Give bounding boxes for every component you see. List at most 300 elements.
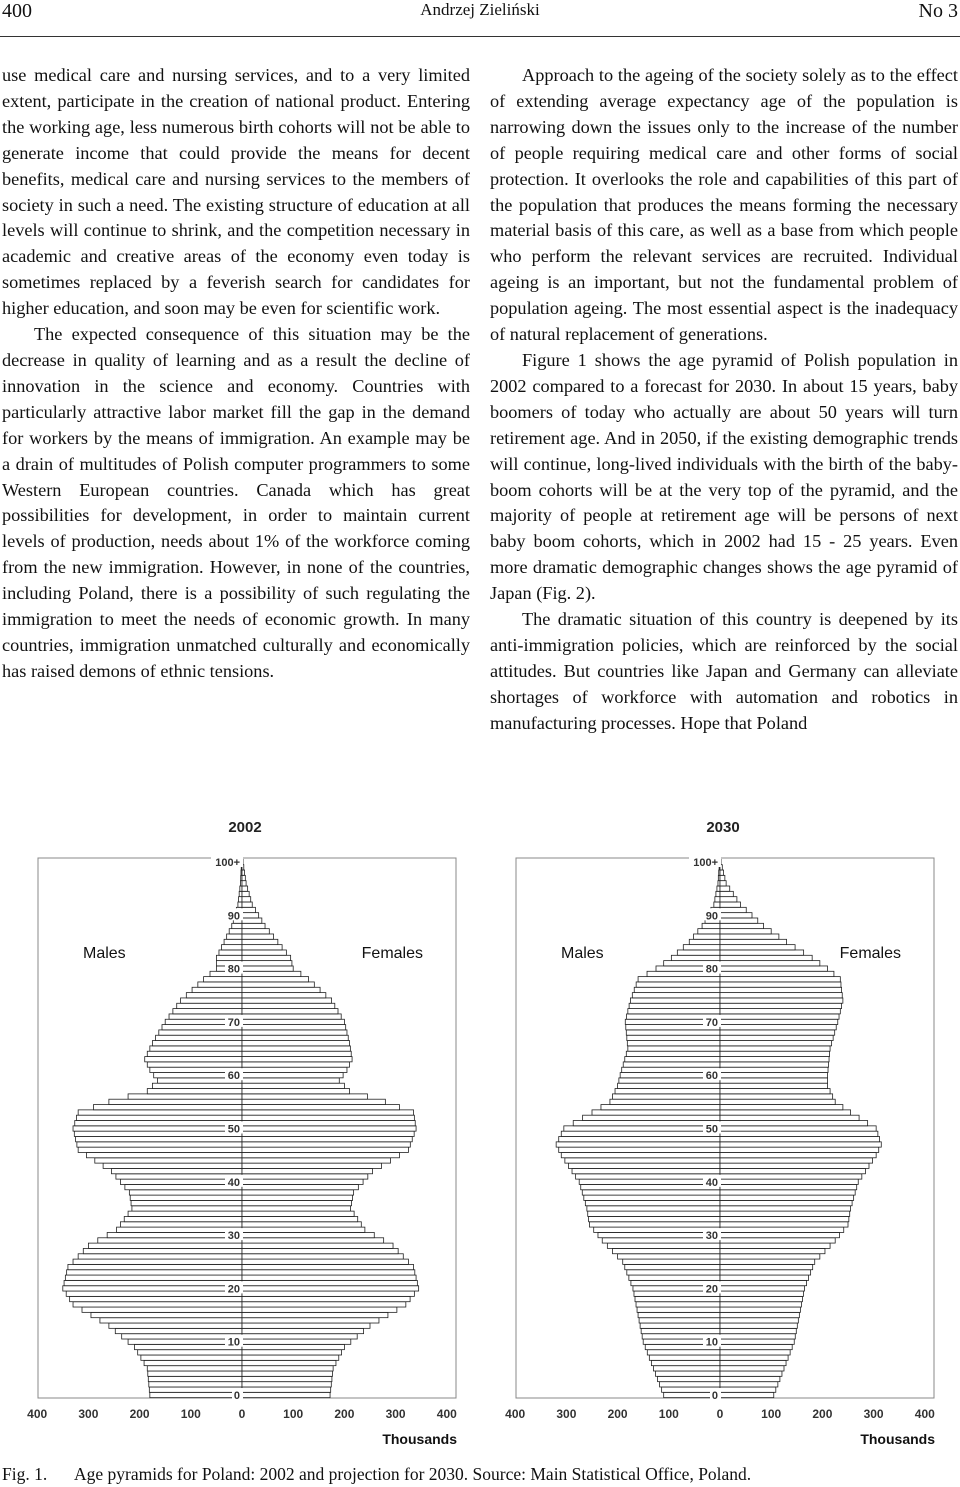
female-bar (720, 1264, 813, 1269)
female-bar (720, 1216, 849, 1221)
male-bar (564, 1126, 720, 1131)
male-bar (224, 939, 242, 944)
male-bar (65, 1275, 242, 1280)
female-bar (720, 1286, 804, 1291)
female-bar (720, 1387, 776, 1392)
male-bar (655, 1371, 720, 1376)
female-bar (720, 1115, 859, 1120)
male-bar (147, 1062, 242, 1067)
age-tick-label: 70 (227, 1016, 240, 1029)
male-bar (173, 1009, 242, 1014)
female-bar (242, 1046, 350, 1051)
female-bar (242, 1307, 397, 1312)
male-bar (63, 1286, 242, 1291)
x-axis (27, 1407, 457, 1421)
male-bar (641, 1328, 720, 1333)
male-bar (618, 1254, 720, 1259)
female-bar (242, 1105, 399, 1110)
female-bar (720, 998, 843, 1003)
female-bar (720, 1366, 784, 1371)
female-bar (242, 1115, 414, 1120)
x-tick-label: 200 (334, 1407, 355, 1421)
female-bar (242, 1014, 341, 1019)
male-bar (186, 993, 242, 998)
x-tick-label: 200 (129, 1407, 150, 1421)
female-bar (720, 982, 841, 987)
female-bar (242, 1366, 333, 1371)
female-bar (242, 1328, 364, 1333)
male-bar (625, 1264, 720, 1269)
running-head-author: Andrzej Zieliński (420, 0, 540, 19)
female-bar (242, 1158, 390, 1163)
female-bar (242, 1195, 353, 1200)
left-text-column (2, 63, 470, 685)
female-bar (242, 1296, 410, 1301)
age-tick-label: 100+ (215, 857, 240, 869)
female-bar (242, 950, 286, 955)
male-bar (694, 934, 720, 939)
paragraph: Approach to the ageing of the society solely as to the effect of extending average expectancy age of the population is narrowing down the issues only to the increase of the number of people requiring medical care and other forms of social protection. It overlooks the role and capabilities of this part of the population that produces the means forming the necessary material basis of this care, as well as a base from which people who perform the relevant services are recruited. Individual ageing is an important, but not the fundamental problem of population ageing. The most essential aspect is the inadequacy of natural replacement of generations. (490, 65, 958, 345)
male-bar (671, 955, 720, 960)
female-bar (720, 1344, 792, 1349)
male-bar (638, 977, 720, 982)
female-bar (242, 1360, 336, 1365)
male-bar (130, 1195, 242, 1200)
female-bar (242, 1243, 393, 1248)
female-bar (720, 993, 842, 998)
male-bar (88, 1243, 242, 1248)
female-bar (242, 1089, 350, 1094)
male-bar (556, 1142, 720, 1147)
figure-caption (2, 1464, 751, 1485)
x-axis-label: Thousands (382, 1431, 457, 1447)
male-bar (116, 1174, 242, 1179)
age-tick-label: 90 (227, 910, 240, 923)
female-bar (720, 881, 726, 886)
male-bar (78, 1110, 242, 1115)
female-bar (720, 1206, 851, 1211)
x-tick-label: 100 (283, 1407, 304, 1421)
female-bar (720, 1232, 839, 1237)
female-bar (242, 1312, 388, 1317)
age-tick-label: 50 (227, 1123, 240, 1136)
male-bar (181, 998, 242, 1003)
age-tick-label: 30 (705, 1230, 718, 1243)
x-tick-label: 200 (607, 1407, 628, 1421)
female-bar (720, 1350, 790, 1355)
male-bar (82, 1307, 242, 1312)
male-bar (628, 1009, 720, 1014)
male-bar (626, 1051, 720, 1056)
male-bar (627, 1041, 720, 1046)
female-bar (720, 1131, 878, 1136)
chart-title: 2002 (228, 819, 262, 836)
male-bar (147, 1089, 242, 1094)
female-bar (720, 1243, 830, 1248)
female-bar (720, 1302, 801, 1307)
female-bar (720, 1307, 800, 1312)
female-bar (720, 913, 752, 918)
female-bar (242, 1179, 363, 1184)
female-bar (242, 982, 314, 987)
male-bar (683, 945, 720, 950)
males-label: Males (561, 945, 604, 962)
male-bar (623, 1062, 720, 1067)
female-bar (720, 1105, 843, 1110)
male-bar (698, 929, 720, 934)
female-bar (720, 1328, 796, 1333)
age-tick-label: 80 (227, 963, 240, 976)
female-bar (242, 1153, 399, 1158)
female-bar (242, 1387, 331, 1392)
x-tick-label: 400 (436, 1407, 457, 1421)
male-bar (145, 1057, 242, 1062)
female-bar (720, 1062, 829, 1067)
figure-caption-text: Age pyramids for Poland: 2002 and projection for 2030. Source: Main Statistical Office, Poland. (74, 1464, 752, 1484)
female-bar (242, 1121, 415, 1126)
male-bar (66, 1291, 242, 1296)
age-pyramid-2002 (0, 810, 480, 1460)
male-bar (192, 987, 242, 992)
male-bar (623, 1259, 720, 1264)
female-bar (242, 1110, 414, 1115)
male-bar (73, 1126, 242, 1131)
female-bar (242, 881, 246, 886)
male-bar (588, 1211, 720, 1216)
male-bar (626, 1030, 720, 1035)
male-bar (579, 1179, 720, 1184)
age-tick-label: 40 (705, 1176, 718, 1189)
male-bar (607, 1243, 720, 1248)
x-tick-label: 300 (78, 1407, 99, 1421)
female-bar (720, 1270, 811, 1275)
female-bar (242, 1019, 344, 1024)
male-bar (559, 1137, 720, 1142)
female-bar (720, 1025, 836, 1030)
male-bar (239, 891, 242, 896)
female-bar (720, 1248, 825, 1253)
male-bar (598, 1232, 720, 1237)
female-bar (720, 939, 787, 944)
female-bar (720, 1126, 876, 1131)
female-bar (720, 891, 733, 896)
paragraph: Figure 1 shows the age pyramid of Polish population in 2002 compared to a forecast for 2030. In about 15 years, baby boomers of today who actually are about 50 years will turn retirement age. And in 2050, if the existing demographic trends will continue, long-lived individuals with the birth of the baby-boom cohorts will be at the very top of the pyramid, and the majority of people at retirement age will be persons of next baby boom cohorts, which in 2002 had 15 - 25 years. Even more dramatic demographic changes shows the age pyramid of Japan (Fig. 2). (490, 349, 958, 604)
male-bar (68, 1264, 242, 1269)
female-bar (720, 1280, 807, 1285)
female-bar (242, 1174, 368, 1179)
female-bar (242, 1238, 384, 1243)
male-bar (635, 1296, 720, 1301)
female-bar (720, 1334, 795, 1339)
female-bar (720, 1009, 840, 1014)
female-bar (720, 1291, 803, 1296)
female-bar (720, 1211, 850, 1216)
male-bar (714, 902, 720, 907)
female-bar (242, 1200, 352, 1205)
chart-title: 2030 (706, 819, 740, 836)
male-bar (628, 1046, 720, 1051)
male-bar (129, 1190, 242, 1195)
female-bar (720, 1089, 830, 1094)
male-bar (589, 1222, 720, 1227)
male-bar (660, 1382, 720, 1387)
age-tick-label: 90 (705, 910, 718, 923)
male-bar (649, 1355, 720, 1360)
male-bar (94, 1105, 242, 1110)
male-bar (715, 897, 720, 902)
female-bar (242, 987, 320, 992)
age-tick-label: 30 (227, 1230, 240, 1243)
male-bar (147, 1366, 242, 1371)
female-bar (720, 1254, 820, 1259)
male-bar (100, 1318, 242, 1323)
female-bar (242, 1131, 414, 1136)
male-bar (156, 1035, 242, 1040)
female-bar (720, 886, 730, 891)
female-bar (242, 897, 251, 902)
male-bar (124, 1216, 242, 1221)
x-axis (505, 1407, 935, 1421)
female-bar (242, 891, 249, 896)
x-tick-label: 0 (238, 1407, 246, 1421)
female-bar (242, 1169, 373, 1174)
female-bar (242, 1302, 406, 1307)
x-tick-label: 100 (658, 1407, 679, 1421)
female-bar (242, 1126, 416, 1131)
male-bar (132, 1206, 242, 1211)
females-label: Females (361, 945, 423, 962)
female-bar (242, 1094, 367, 1099)
female-bar (242, 1035, 348, 1040)
male-bar (677, 950, 720, 955)
issue-number: No 3 (918, 0, 958, 22)
female-bar (720, 1073, 828, 1078)
female-bar (242, 1009, 338, 1014)
male-bar (639, 1318, 720, 1323)
female-bar (242, 1147, 408, 1152)
female-bar (720, 1190, 855, 1195)
male-bar (653, 1366, 720, 1371)
female-bar (242, 1382, 331, 1387)
female-bar (720, 961, 820, 966)
female-bar (242, 939, 278, 944)
right-text-column (490, 63, 958, 737)
male-bar (115, 1328, 242, 1333)
female-bar (242, 902, 252, 907)
figure-label: Fig. 1. (2, 1464, 48, 1484)
female-bar (242, 1259, 408, 1264)
female-bar (242, 1323, 370, 1328)
female-bar (720, 1110, 851, 1115)
female-bar (242, 1099, 385, 1104)
male-bar (587, 1206, 720, 1211)
female-bar (242, 1137, 412, 1142)
female-bar (720, 1195, 854, 1200)
female-bar (720, 1030, 835, 1035)
male-bar (561, 1153, 720, 1158)
male-bar (592, 1110, 720, 1115)
female-bar (720, 1200, 852, 1205)
male-bar (120, 1179, 242, 1184)
paragraph: use medical care and nursing services, and to a very limited extent, participate in the creation of national product. Entering the working age, less numerous birth cohorts will not be able to generate income that could provide the means for decent benefits, medical care and nursing services to the members of society in such a need. The existing structure of education at all levels will continue to shrink, and the competition necessary in academic and creative areas of the economy even today is sometimes replaced by a feverish search for candidates for higher education, and soon may be even for scientific work. (2, 65, 470, 319)
female-bar (720, 1057, 829, 1062)
female-bar (720, 1046, 830, 1051)
female-bar (720, 971, 834, 976)
female-bar (242, 971, 301, 976)
female-bar (720, 1259, 815, 1264)
male-bar (91, 1312, 242, 1317)
female-bar (242, 1078, 339, 1083)
female-bar (242, 1163, 382, 1168)
male-bar (73, 1302, 242, 1307)
male-bar (149, 1382, 242, 1387)
age-tick-label: 60 (227, 1070, 240, 1083)
male-bar (561, 1131, 720, 1136)
female-bar (720, 1296, 802, 1301)
female-bar (720, 987, 842, 992)
male-bar (198, 982, 242, 987)
male-bar (76, 1115, 242, 1120)
male-bar (148, 1371, 242, 1376)
age-tick-label: 20 (705, 1283, 718, 1296)
male-bar (637, 1307, 720, 1312)
female-bar (242, 918, 262, 923)
female-bar (242, 1254, 403, 1259)
x-tick-label: 100 (180, 1407, 201, 1421)
male-bar (128, 1339, 242, 1344)
male-bar (627, 1270, 720, 1275)
female-bar (242, 1275, 416, 1280)
male-bar (150, 1046, 242, 1051)
female-bar (720, 1169, 865, 1174)
female-bar (242, 1190, 354, 1195)
x-tick-label: 100 (761, 1407, 782, 1421)
male-bar (717, 886, 720, 891)
page-number: 400 (2, 0, 32, 22)
male-bar (78, 1254, 242, 1259)
male-bar (576, 1174, 720, 1179)
female-bar (242, 1073, 343, 1078)
female-bar (720, 1078, 828, 1083)
male-bar (589, 1216, 720, 1221)
female-bar (720, 1392, 774, 1397)
age-tick-label: 70 (705, 1016, 718, 1029)
female-bar (242, 1025, 346, 1030)
male-bar (78, 1147, 242, 1152)
female-bar (720, 1083, 828, 1088)
female-bar (720, 1035, 833, 1040)
male-bar (131, 1200, 242, 1205)
male-bar (107, 1232, 242, 1237)
female-bar (242, 1184, 358, 1189)
male-bar (159, 1030, 242, 1035)
figure-age-pyramids (0, 810, 960, 1460)
male-bar (103, 1163, 242, 1168)
male-bar (152, 1041, 242, 1046)
male-bar (128, 1211, 242, 1216)
female-bar (720, 934, 779, 939)
female-bar (242, 1211, 354, 1216)
male-bar (238, 902, 242, 907)
x-axis-label: Thousands (860, 1431, 935, 1447)
female-bar (242, 1216, 358, 1221)
male-bar (147, 1051, 242, 1056)
male-bar (629, 1003, 720, 1008)
x-tick-label: 400 (505, 1407, 526, 1421)
female-bar (720, 1014, 839, 1019)
female-bar (720, 1371, 782, 1376)
male-bar (219, 950, 242, 955)
female-bar (242, 1264, 414, 1269)
x-tick-label: 400 (27, 1407, 48, 1421)
male-bar (83, 1248, 242, 1253)
male-bar (232, 923, 242, 928)
male-bar (216, 955, 242, 960)
female-bar (720, 977, 840, 982)
male-bar (612, 1248, 720, 1253)
female-bar (242, 1371, 333, 1376)
male-bar (585, 1200, 720, 1205)
male-bar (120, 1222, 242, 1227)
female-bar (720, 1067, 828, 1072)
female-bar (720, 945, 795, 950)
male-bar (632, 993, 720, 998)
male-bar (636, 982, 720, 987)
male-bar (565, 1158, 720, 1163)
female-bar (720, 929, 771, 934)
male-bar (640, 1323, 720, 1328)
female-bar (242, 1344, 344, 1349)
female-bar (720, 1003, 842, 1008)
male-bar (602, 1238, 720, 1243)
female-bar (720, 1142, 881, 1147)
female-bar (242, 993, 326, 998)
female-bar (242, 1057, 352, 1062)
female-bar (720, 897, 737, 902)
female-bar (720, 1275, 809, 1280)
female-bar (242, 1227, 365, 1232)
male-bar (64, 1280, 242, 1285)
age-tick-label: 50 (705, 1123, 718, 1136)
female-bar (720, 1339, 794, 1344)
female-bar (720, 902, 740, 907)
female-bar (242, 1376, 332, 1381)
male-bar (109, 1099, 242, 1104)
female-bar (242, 907, 255, 912)
female-bar (720, 1174, 862, 1179)
female-bar (720, 1184, 857, 1189)
male-bar (615, 1089, 720, 1094)
age-tick-label: 10 (705, 1336, 718, 1349)
male-bar (610, 1099, 720, 1104)
female-bar (720, 923, 764, 928)
male-bar (229, 929, 242, 934)
female-bar (242, 1232, 374, 1237)
age-tick-label: 40 (227, 1176, 240, 1189)
female-bar (242, 1248, 398, 1253)
male-bar (638, 1312, 720, 1317)
male-bar (76, 1137, 242, 1142)
male-bar (125, 1184, 242, 1189)
female-bar (720, 1312, 799, 1317)
female-bar (720, 1153, 876, 1158)
x-tick-label: 300 (863, 1407, 884, 1421)
female-bar (242, 870, 245, 875)
female-bar (242, 929, 269, 934)
male-bar (582, 1190, 720, 1195)
male-bar (70, 1296, 242, 1301)
x-tick-label: 300 (385, 1407, 406, 1421)
